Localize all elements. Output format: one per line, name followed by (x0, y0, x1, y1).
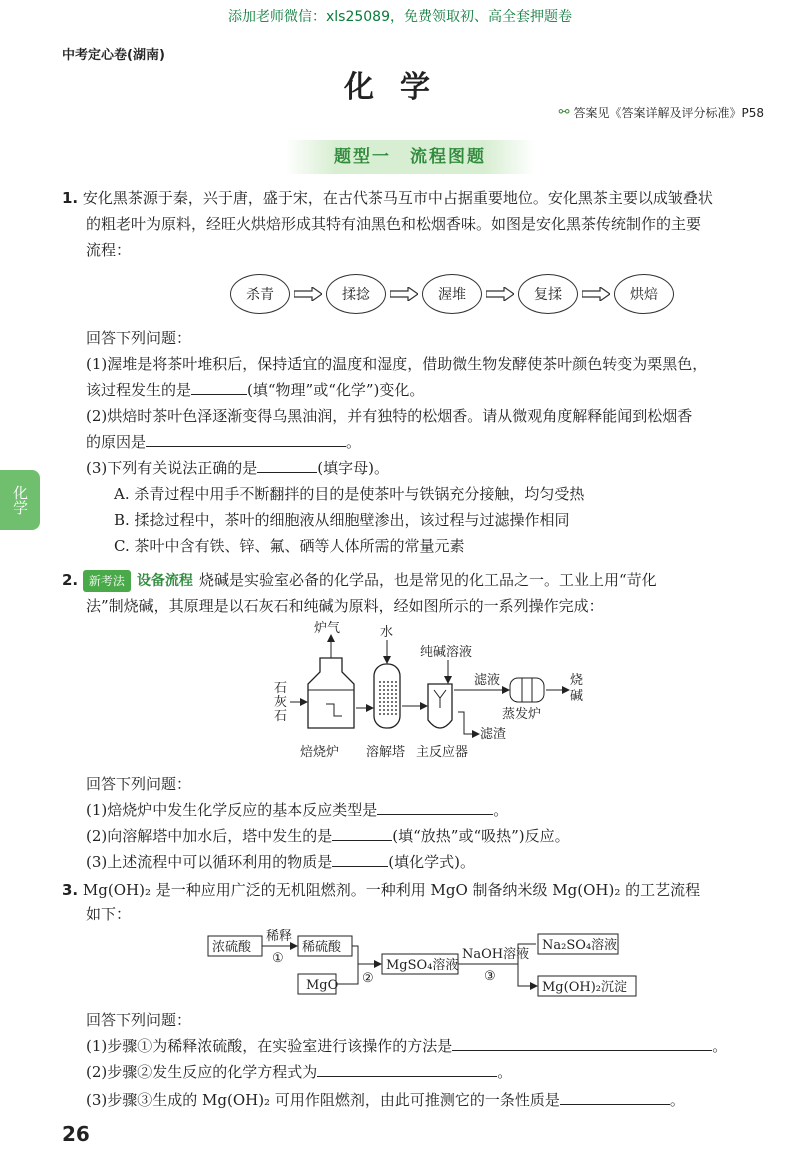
caption-tower: 溶解塔 (366, 745, 406, 760)
label-step1: ① (272, 951, 284, 966)
main-reactor (402, 660, 452, 728)
q3-number: 3. (62, 881, 79, 899)
link-icon: ⚯ (558, 105, 570, 120)
q1-text-1: 安化黑茶源于秦，兴于唐，盛于宋，在古代茶马互市中占据重要地位。安化黑茶主要以成皱叠状 (82, 189, 713, 207)
label-dilute: 稀释 (266, 929, 293, 944)
q2-number: 2. (62, 571, 79, 589)
label-evaporator: 蒸发炉 (502, 707, 542, 722)
q2-part1-suffix: 。 (493, 801, 509, 819)
evaporator (510, 678, 544, 702)
subject-side-tab: 化学 (0, 470, 40, 530)
q2-part2-text: (2)向溶解塔中加水后，塔中发生的是 (86, 827, 333, 845)
label-water: 水 (380, 625, 394, 640)
q3-part3-text: (3)步骤③生成的 Mg(OH)₂ 可用作阻燃剂，由此可推测它的一条性质是 (86, 1091, 560, 1109)
q1-prompt: 回答下列问题： (86, 329, 192, 347)
label-mgso4: MgSO₄溶液 (386, 958, 459, 973)
label-caustic-2: 碱 (570, 689, 584, 704)
answer-blank[interactable] (332, 827, 392, 841)
q1-part3-text: (3)下列有关说法正确的是 (86, 459, 258, 477)
q3-prompt: 回答下列问题： (86, 1011, 192, 1029)
label-soda-solution: 纯碱溶液 (420, 645, 473, 660)
q3-part1-suffix: 。 (712, 1037, 728, 1055)
section-header: 题型一 流程图题 (285, 140, 535, 174)
q2-part2 (86, 826, 570, 846)
q1-part1-text: 该过程发生的是 (86, 381, 192, 399)
dissolution-tower (374, 640, 400, 728)
q1-number: 1. (62, 189, 79, 207)
q2-line-2: 法”制烧碱，其原理是以石灰石和纯碱为原料，经如图所示的一系列操作完成： (86, 597, 604, 615)
answer-blank[interactable] (332, 853, 388, 867)
q1-part2-line2 (86, 432, 361, 452)
answer-blank[interactable] (191, 381, 247, 395)
q1-option-c: C. 茶叶中含有铁、锌、氟、硒等人体所需的常量元素 (114, 537, 465, 555)
label-conc-acid: 浓硫酸 (212, 940, 252, 955)
q1-option-a: A. 杀青过程中用手不断翻拌的目的是使茶叶与铁锅充分接触，均匀受热 (114, 485, 585, 503)
label-dilute-acid: 稀硫酸 (302, 940, 342, 955)
q3-part1-text: (1)步骤①为稀释浓硫酸，在实验室进行该操作的方法是 (86, 1037, 453, 1055)
q2-equipment-diagram (270, 620, 590, 770)
q2-part1 (86, 800, 508, 820)
caption-reactor: 主反应器 (416, 745, 469, 760)
answer-blank[interactable] (146, 433, 346, 447)
label-furnace-gas: 炉气 (314, 621, 341, 636)
new-method-tag: 新考法 (83, 570, 131, 592)
flow-arrow (582, 287, 610, 301)
q2-part3 (86, 852, 475, 872)
flow-arrow (486, 287, 514, 301)
flow-arrow (390, 287, 418, 301)
furnace (308, 636, 354, 728)
label-step2: ② (362, 971, 374, 986)
label-naoh: NaOH溶液 (462, 947, 530, 962)
answer-blank[interactable] (317, 1063, 497, 1077)
answer-blank[interactable] (257, 459, 317, 473)
q2-part1-text: (1)焙烧炉中发生化学反应的基本反应类型是 (86, 801, 378, 819)
label-limestone-3: 石 (274, 709, 288, 724)
promo-banner: 添加老师微信：xls25089，免费领取初、高全套押题卷 (227, 9, 572, 25)
answer-reference-text: 答案见《答案详解及评分标准》P58 (573, 106, 764, 120)
page-number: 26 (62, 1122, 90, 1146)
q2-part3-suffix: (填化学式)。 (388, 853, 475, 871)
caption-furnace: 焙烧炉 (300, 745, 340, 760)
answer-blank[interactable] (560, 1091, 670, 1105)
flow-step-4: 复揉 (518, 274, 578, 314)
answer-blank[interactable] (377, 801, 493, 815)
label-residue: 滤渣 (480, 727, 507, 742)
label-limestone-1: 石 (274, 681, 288, 696)
q3-part2-suffix: 。 (497, 1063, 513, 1081)
flow-arrow (294, 287, 322, 301)
label-limestone-2: 灰 (274, 695, 288, 710)
q1-part1-line2 (86, 380, 424, 400)
tag-label: 设备流程 (136, 573, 193, 589)
q1-process-flow (230, 274, 674, 314)
q1-line-1 (62, 188, 713, 208)
q1-part2-line1: (2)烘焙时茶叶色泽逐渐变得乌黑油润，并有独特的松烟香。请从微观角度解释能闻到松烟香 (86, 407, 693, 425)
flow-step-2: 揉捻 (326, 274, 386, 314)
q2-part2-suffix: (填“放热”或“吸热”)反应。 (392, 827, 570, 845)
answer-blank[interactable] (452, 1037, 712, 1051)
q3-part3 (86, 1090, 685, 1110)
flow-step-5: 烘焙 (614, 274, 674, 314)
label-mgo: MgO (306, 978, 339, 993)
q3-process-diagram (200, 926, 650, 1002)
q2-prompt: 回答下列问题： (86, 775, 192, 793)
q1-part1-line1: (1)渥堆是将茶叶堆积后，保持适宜的温度和湿度，借助微生物发酵使茶叶颜色转变为栗黑色， (86, 355, 708, 373)
q1-part3-suffix: (填字母)。 (317, 459, 389, 477)
q1-part3 (86, 458, 389, 478)
q1-line-3: 流程： (86, 241, 132, 259)
q3-part3-suffix: 。 (669, 1091, 685, 1109)
q3-text-1: Mg(OH)₂ 是一种应用广泛的无机阻燃剂。一种利用 MgO 制备纳米级 Mg(OH)₂ 的工艺流程 (82, 881, 701, 899)
q1-part1-suffix: (填“物理”或“化学”)变化。 (247, 381, 425, 399)
q2-text-1: 烧碱是实验室必备的化学品，也是常见的化工品之一。工业上用“苛化 (198, 571, 657, 589)
flow-step-3: 渥堆 (422, 274, 482, 314)
label-filtrate: 滤液 (474, 673, 501, 688)
q1-part2-suffix: 。 (346, 433, 362, 451)
label-na2so4: Na₂SO₄溶液 (542, 938, 618, 953)
q1-option-b: B. 揉捻过程中，茶叶的细胞液从细胞壁渗出，该过程与过滤操作相同 (114, 511, 570, 529)
q3-line-2: 如下： (86, 905, 132, 923)
q2-line-1 (62, 570, 657, 592)
label-caustic-1: 烧 (570, 673, 584, 688)
q1-part2-text: 的原因是 (86, 433, 147, 451)
q3-part2 (86, 1062, 512, 1082)
q3-part2-text: (2)步骤②发生反应的化学方程式为 (86, 1063, 318, 1081)
q1-line-2: 的粗老叶为原料，经旺火烘焙形成其特有油黑色和松烟香味。如图是安化黑茶传统制作的主要 (86, 215, 702, 233)
q2-part3-text: (3)上述流程中可以循环利用的物质是 (86, 853, 333, 871)
label-mgoh2: Mg(OH)₂沉淀 (542, 980, 627, 995)
book-series-label: 中考定心卷(湖南) (62, 48, 165, 63)
label-step3: ③ (484, 969, 496, 984)
flow-step-1: 杀青 (230, 274, 290, 314)
page-title: 化学 (344, 70, 456, 105)
q3-line-1 (62, 880, 700, 900)
answer-reference (559, 104, 764, 121)
q3-part1 (86, 1036, 727, 1056)
